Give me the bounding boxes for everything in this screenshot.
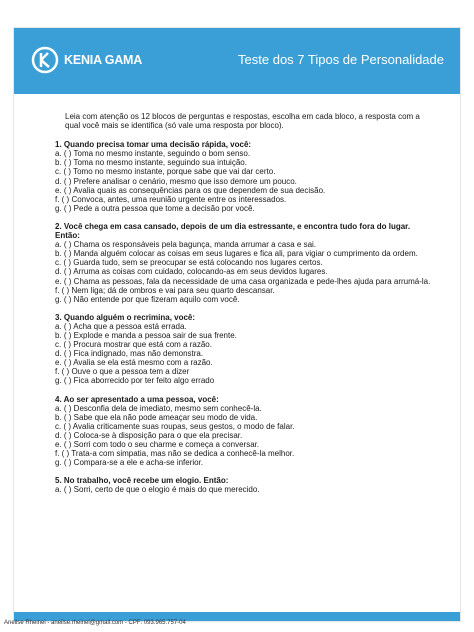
- answer-option[interactable]: g. ( ) Pede a outra pessoa que tome a decisão por você.: [55, 203, 255, 213]
- answer-option[interactable]: a. ( ) Chama os responsáveis pela bagunça, manda arrumar a casa e sai.: [55, 240, 317, 250]
- answer-option[interactable]: d. ( ) Prefere analisar o cenário, mesmo que isso demore um pouco.: [55, 176, 297, 186]
- question-block: [55, 395, 431, 468]
- answer-option[interactable]: f. ( ) Trata-a com simpatia, mas não se dedica a conhecê-la melhor.: [55, 449, 295, 459]
- answer-option[interactable]: e. ( ) Avalia quais as consequências para os que dependem de sua decisão.: [55, 185, 326, 195]
- question-title: 2. Você chega em casa cansado, depois de um dia estressante, e encontra tudo fora do lugar. Então:: [55, 221, 411, 241]
- brand-logo-icon: [30, 45, 60, 75]
- page-title: Teste dos 7 Tipos de Personalidade: [238, 52, 444, 67]
- answer-option[interactable]: e. ( ) Sorri com todo o seu charme e começa a conversar.: [55, 440, 260, 449]
- intro-text: Leia com atenção os 12 blocos de perguntas e respostas, escolha em cada bloco, a resposta com a qual você mais se identifica (só vale uma resposta por bloco).: [65, 112, 420, 131]
- answer-option[interactable]: b. ( ) Toma no mesmo instante, seguindo sua intuição.: [55, 158, 247, 168]
- answer-option[interactable]: a. ( ) Acha que a pessoa está errada.: [55, 321, 187, 331]
- question-title: 4. Ao ser apresentado a uma pessoa, você:: [55, 394, 219, 404]
- answer-option[interactable]: d. ( ) Fica indignado, mas não demonstra.: [55, 349, 204, 359]
- question-block: [55, 222, 431, 304]
- question-title: 3. Quando alguém o recrimina, você:: [55, 312, 196, 322]
- brand-logo: [30, 45, 142, 75]
- answer-option[interactable]: f. ( ) Ouve o que a pessoa tem a dizer: [55, 367, 190, 377]
- answer-option[interactable]: a. ( ) Toma no mesmo instante, seguindo o bom senso.: [55, 149, 251, 159]
- answer-option[interactable]: b. ( ) Explode e manda a pessoa sair de sua frente.: [55, 330, 237, 340]
- answer-option[interactable]: c. ( ) Avalia criticamente suas roupas, seus gestos, o modo de falar.: [55, 421, 295, 431]
- answer-option[interactable]: b. ( ) Manda alguém colocar as coisas em seus lugares e fica ali, para vigiar o cumprimento da ordem.: [55, 249, 418, 259]
- answer-option[interactable]: a. ( ) Sorri, certo de que o elogio é mais do que merecido.: [55, 485, 260, 495]
- question-block: [55, 476, 431, 494]
- question-block: [55, 313, 431, 386]
- answer-option[interactable]: c. ( ) Procura mostrar que está com a razão.: [55, 340, 212, 350]
- answer-option[interactable]: c. ( ) Guarda tudo, sem se preocupar se está colocando nos lugares certos.: [55, 258, 323, 268]
- question-title: 5. No trabalho, você recebe um elogio. Então:: [55, 476, 229, 486]
- answer-option[interactable]: e. ( ) Avalia se ela está mesmo com a razão.: [55, 358, 213, 368]
- answer-option[interactable]: c. ( ) Tomo no mesmo instante, porque sabe que vai dar certo.: [55, 167, 276, 177]
- brand-name: KENIA GAMA: [64, 53, 143, 67]
- answer-option[interactable]: d. ( ) Coloca-se à disposição para o que ela precisar.: [55, 430, 243, 440]
- question-block: [55, 140, 431, 213]
- answer-option[interactable]: f. ( ) Nem liga; dá de ombros e vai para seu quarto descansar.: [55, 285, 275, 295]
- answer-option[interactable]: b. ( ) Sabe que ela não pode ameaçar seu modo de vida.: [55, 412, 258, 422]
- answer-option[interactable]: e. ( ) Chama as pessoas, fala da necessidade de uma casa organizada e pede-lhes ajuda para arrumá-la.: [55, 276, 431, 286]
- footer-note: Aneilse Rheinel - aneilse.rheinel@gmail.com - CPF: 093.965.757-04: [4, 620, 186, 626]
- document-body: [55, 112, 431, 503]
- answer-option[interactable]: d. ( ) Arruma as coisas com cuidado, colocando-as em seus devidos lugares.: [55, 267, 328, 277]
- answer-option[interactable]: f. ( ) Convoca, antes, uma reunião urgente entre os interessados.: [55, 194, 287, 204]
- question-title: 1. Quando precisa tomar uma decisão rápida, você:: [55, 140, 252, 150]
- answer-option[interactable]: a. ( ) Desconfia dela de imediato, mesmo sem conhecê-la.: [55, 403, 262, 413]
- answer-option[interactable]: g. ( ) Não entende por que fizeram aquilo com você.: [55, 294, 240, 304]
- answer-option[interactable]: g. ( ) Fica aborrecido por ter feito algo errado: [55, 376, 215, 386]
- answer-option[interactable]: g. ( ) Compara-se a ele e acha-se inferior.: [55, 458, 204, 468]
